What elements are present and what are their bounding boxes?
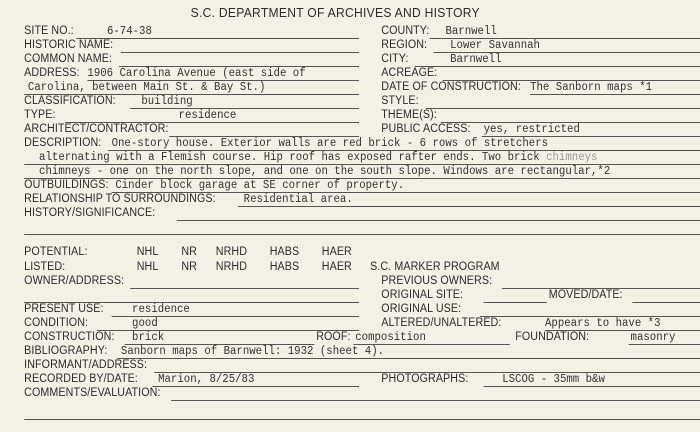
description-label: DESCRIPTION: — [24, 137, 102, 149]
construction-label: CONSTRUCTION: — [24, 331, 115, 343]
potential-nhl: NHL — [136, 246, 159, 258]
bibliography-value: Sanborn maps of Barnwell: 1932 (sheet 4). — [120, 345, 385, 358]
region-label: REGION: — [381, 39, 428, 51]
address-line-1: 1906 Carolina Avenue (east side of — [87, 67, 306, 80]
history-label: HISTORY/SIGNIFICANCE: — [24, 207, 156, 219]
altered-label: ALTERED/UNALTERED: — [381, 317, 502, 329]
roof-label: ROOF: — [316, 331, 351, 343]
altered-value: Appears to have *3 — [544, 317, 661, 330]
potential-nrhd: NRHD — [215, 246, 248, 258]
roof-value: composition — [355, 331, 426, 344]
bibliography-label: BIBLIOGRAPHY: — [24, 345, 108, 357]
relationship-label: RELATIONSHIP TO SURROUNDINGS: — [24, 193, 216, 205]
classification-value: building — [141, 95, 193, 108]
public-access-label: PUBLIC ACCESS: — [381, 123, 471, 135]
classification-label: CLASSIFICATION: — [24, 95, 116, 107]
site-no-value: 6-74-38 — [106, 25, 152, 38]
historic-name-label: HISTORIC NAME: — [24, 39, 114, 51]
listed-nhl: NHL — [136, 261, 159, 273]
county-value: Barnwell — [445, 25, 497, 38]
listed-nr: NR — [181, 261, 197, 273]
photographs-value: LSCOG - 35mm b&w — [502, 373, 605, 386]
listed-nrhd: NRHD — [215, 261, 248, 273]
potential-nr: NR — [181, 246, 197, 258]
construction-value: brick — [132, 331, 165, 344]
condition-label: CONDITION: — [24, 317, 89, 329]
outbuildings-value: Cinder block garage at SE corner of property. — [115, 179, 405, 192]
listed-habs: HABS — [269, 261, 300, 273]
foundation-label: FOUNDATION: — [515, 331, 590, 343]
type-label: TYPE: — [24, 109, 56, 121]
recorded-by-label: RECORDED BY/DATE: — [24, 373, 138, 385]
informant-label: INFORMANT/ADDRESS: — [24, 359, 148, 371]
public-access-value: yes, restricted — [483, 123, 580, 136]
foundation-value: masonry — [630, 331, 676, 344]
comments-label: COMMENTS/EVALUATION: — [24, 387, 161, 399]
outbuildings-label: OUTBUILDINGS: — [24, 179, 109, 191]
themes-label: THEME(S): — [381, 109, 437, 121]
present-use-value: residence — [132, 303, 190, 316]
acreage-label: ACREAGE: — [381, 67, 438, 79]
city-value: Barnwell — [450, 53, 502, 66]
style-label: STYLE: — [381, 95, 419, 107]
description-line-3: chimneys - one on the north slope, and one on the south slope. Windows are rectangular,*2 — [39, 165, 611, 178]
address-line-2: Carolina, between Main St. & Bay St.) — [27, 81, 266, 94]
present-use-label: PRESENT USE: — [24, 303, 104, 315]
date-construction-value: The Sanborn maps *1 — [530, 81, 653, 94]
site-no-label: SITE NO.: — [24, 25, 74, 37]
listed-label: LISTED: — [24, 261, 66, 273]
recorded-by-value: Marion, 8/25/83 — [158, 373, 255, 386]
county-label: COUNTY: — [381, 25, 430, 37]
owner-label: OWNER/ADDRESS: — [24, 275, 125, 287]
address-label: ADDRESS: — [24, 67, 80, 79]
photographs-label: PHOTOGRAPHS: — [381, 373, 469, 385]
potential-label: POTENTIAL: — [24, 246, 88, 258]
description-line-1: One-story house. Exterior walls are red brick - 6 rows of stretchers — [111, 137, 549, 150]
type-value: residence — [178, 109, 237, 122]
form-header: S.C. DEPARTMENT OF ARCHIVES AND HISTORY — [190, 5, 480, 20]
potential-habs: HABS — [269, 246, 300, 258]
common-name-label: COMMON NAME: — [24, 53, 113, 65]
listed-haer: HAER — [321, 261, 352, 273]
region-value: Lower Savannah — [450, 39, 540, 52]
marker-program-label: S.C. MARKER PROGRAM — [370, 261, 500, 273]
potential-haer: HAER — [321, 246, 352, 258]
city-label: CITY: — [381, 53, 409, 65]
original-site-label: ORIGINAL SITE: — [381, 289, 464, 301]
moved-date-label: MOVED/DATE: — [548, 289, 623, 301]
condition-value: good — [132, 317, 158, 330]
description-line-2: alternating with a Flemish course. Hip roof has exposed rafter ends. Two brick chimneys — [39, 151, 598, 164]
relationship-value: Residential area. — [243, 193, 353, 206]
previous-owners-label: PREVIOUS OWNERS: — [381, 275, 493, 287]
original-use-label: ORIGINAL USE: — [381, 303, 462, 315]
date-construction-label: DATE OF CONSTRUCTION: — [381, 81, 521, 93]
architect-label: ARCHITECT/CONTRACTOR: — [24, 123, 169, 135]
